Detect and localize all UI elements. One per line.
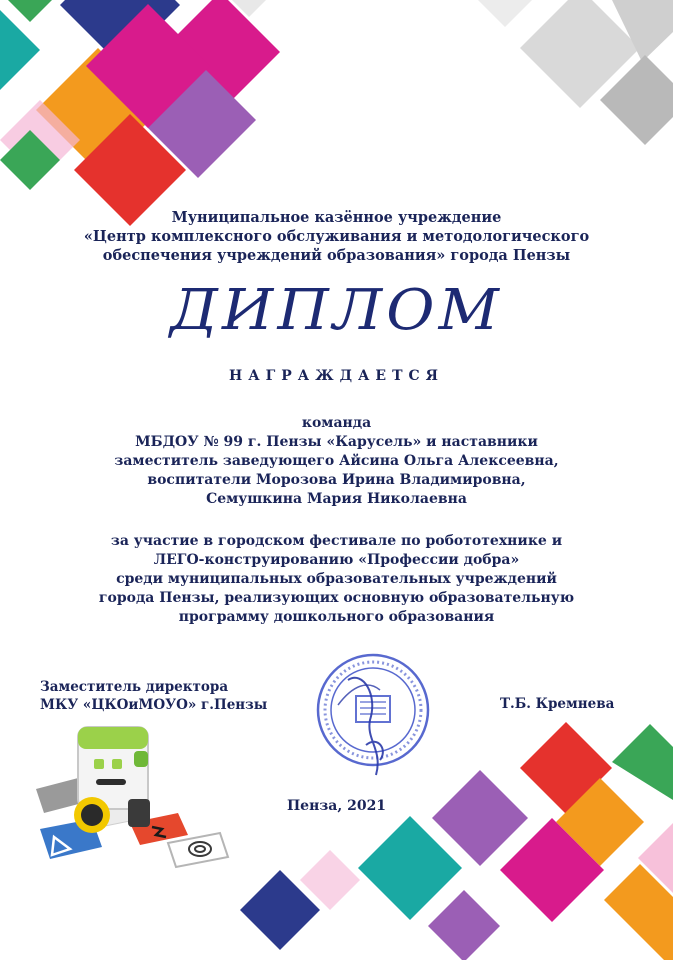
reason-line: среди муниципальных образовательных учреждений bbox=[116, 571, 557, 587]
recipient-line: воспитатели Морозова Ирина Владимировна, bbox=[147, 472, 526, 488]
organization-name bbox=[0, 208, 673, 265]
signatory-name: Т.Б. Кремнева bbox=[500, 696, 615, 712]
organization-line: Муниципальное казённое учреждение bbox=[171, 209, 502, 226]
signatory-position-line: Заместитель директора bbox=[40, 679, 229, 695]
official-seal bbox=[308, 650, 438, 785]
signatory-position bbox=[40, 678, 267, 714]
reason-line: города Пензы, реализующих основную образовательную bbox=[98, 590, 575, 606]
reason-line: программу дошкольного образования bbox=[178, 609, 495, 625]
recipient-line: Семушкина Мария Николаевна bbox=[206, 491, 467, 507]
reason-line: ЛЕГО-конструированию «Профессии добра» bbox=[153, 552, 520, 568]
organization-line: «Центр комплексного обслуживания и методологического bbox=[83, 228, 590, 245]
diploma-title: ДИПЛОМ bbox=[169, 278, 504, 343]
recipient-line: заместитель заведующего Айсина Ольга Алексеевна, bbox=[114, 453, 559, 469]
awarded-label: НАГРАЖДАЕТСЯ bbox=[228, 368, 445, 384]
place-and-year: Пенза, 2021 bbox=[286, 798, 387, 814]
signatory-position-line: МКУ «ЦКОиМОУО» г.Пензы bbox=[40, 697, 268, 713]
recipient-block bbox=[0, 414, 673, 509]
organization-line: обеспечения учреждений образования» города Пензы bbox=[102, 247, 571, 264]
recipient-line: команда bbox=[301, 415, 372, 431]
reason-line: за участие в городском фестивале по робототехнике и bbox=[110, 533, 563, 549]
award-reason bbox=[0, 532, 673, 627]
recipient-line: МБДОУ № 99 г. Пензы «Карусель» и наставники bbox=[135, 434, 538, 450]
